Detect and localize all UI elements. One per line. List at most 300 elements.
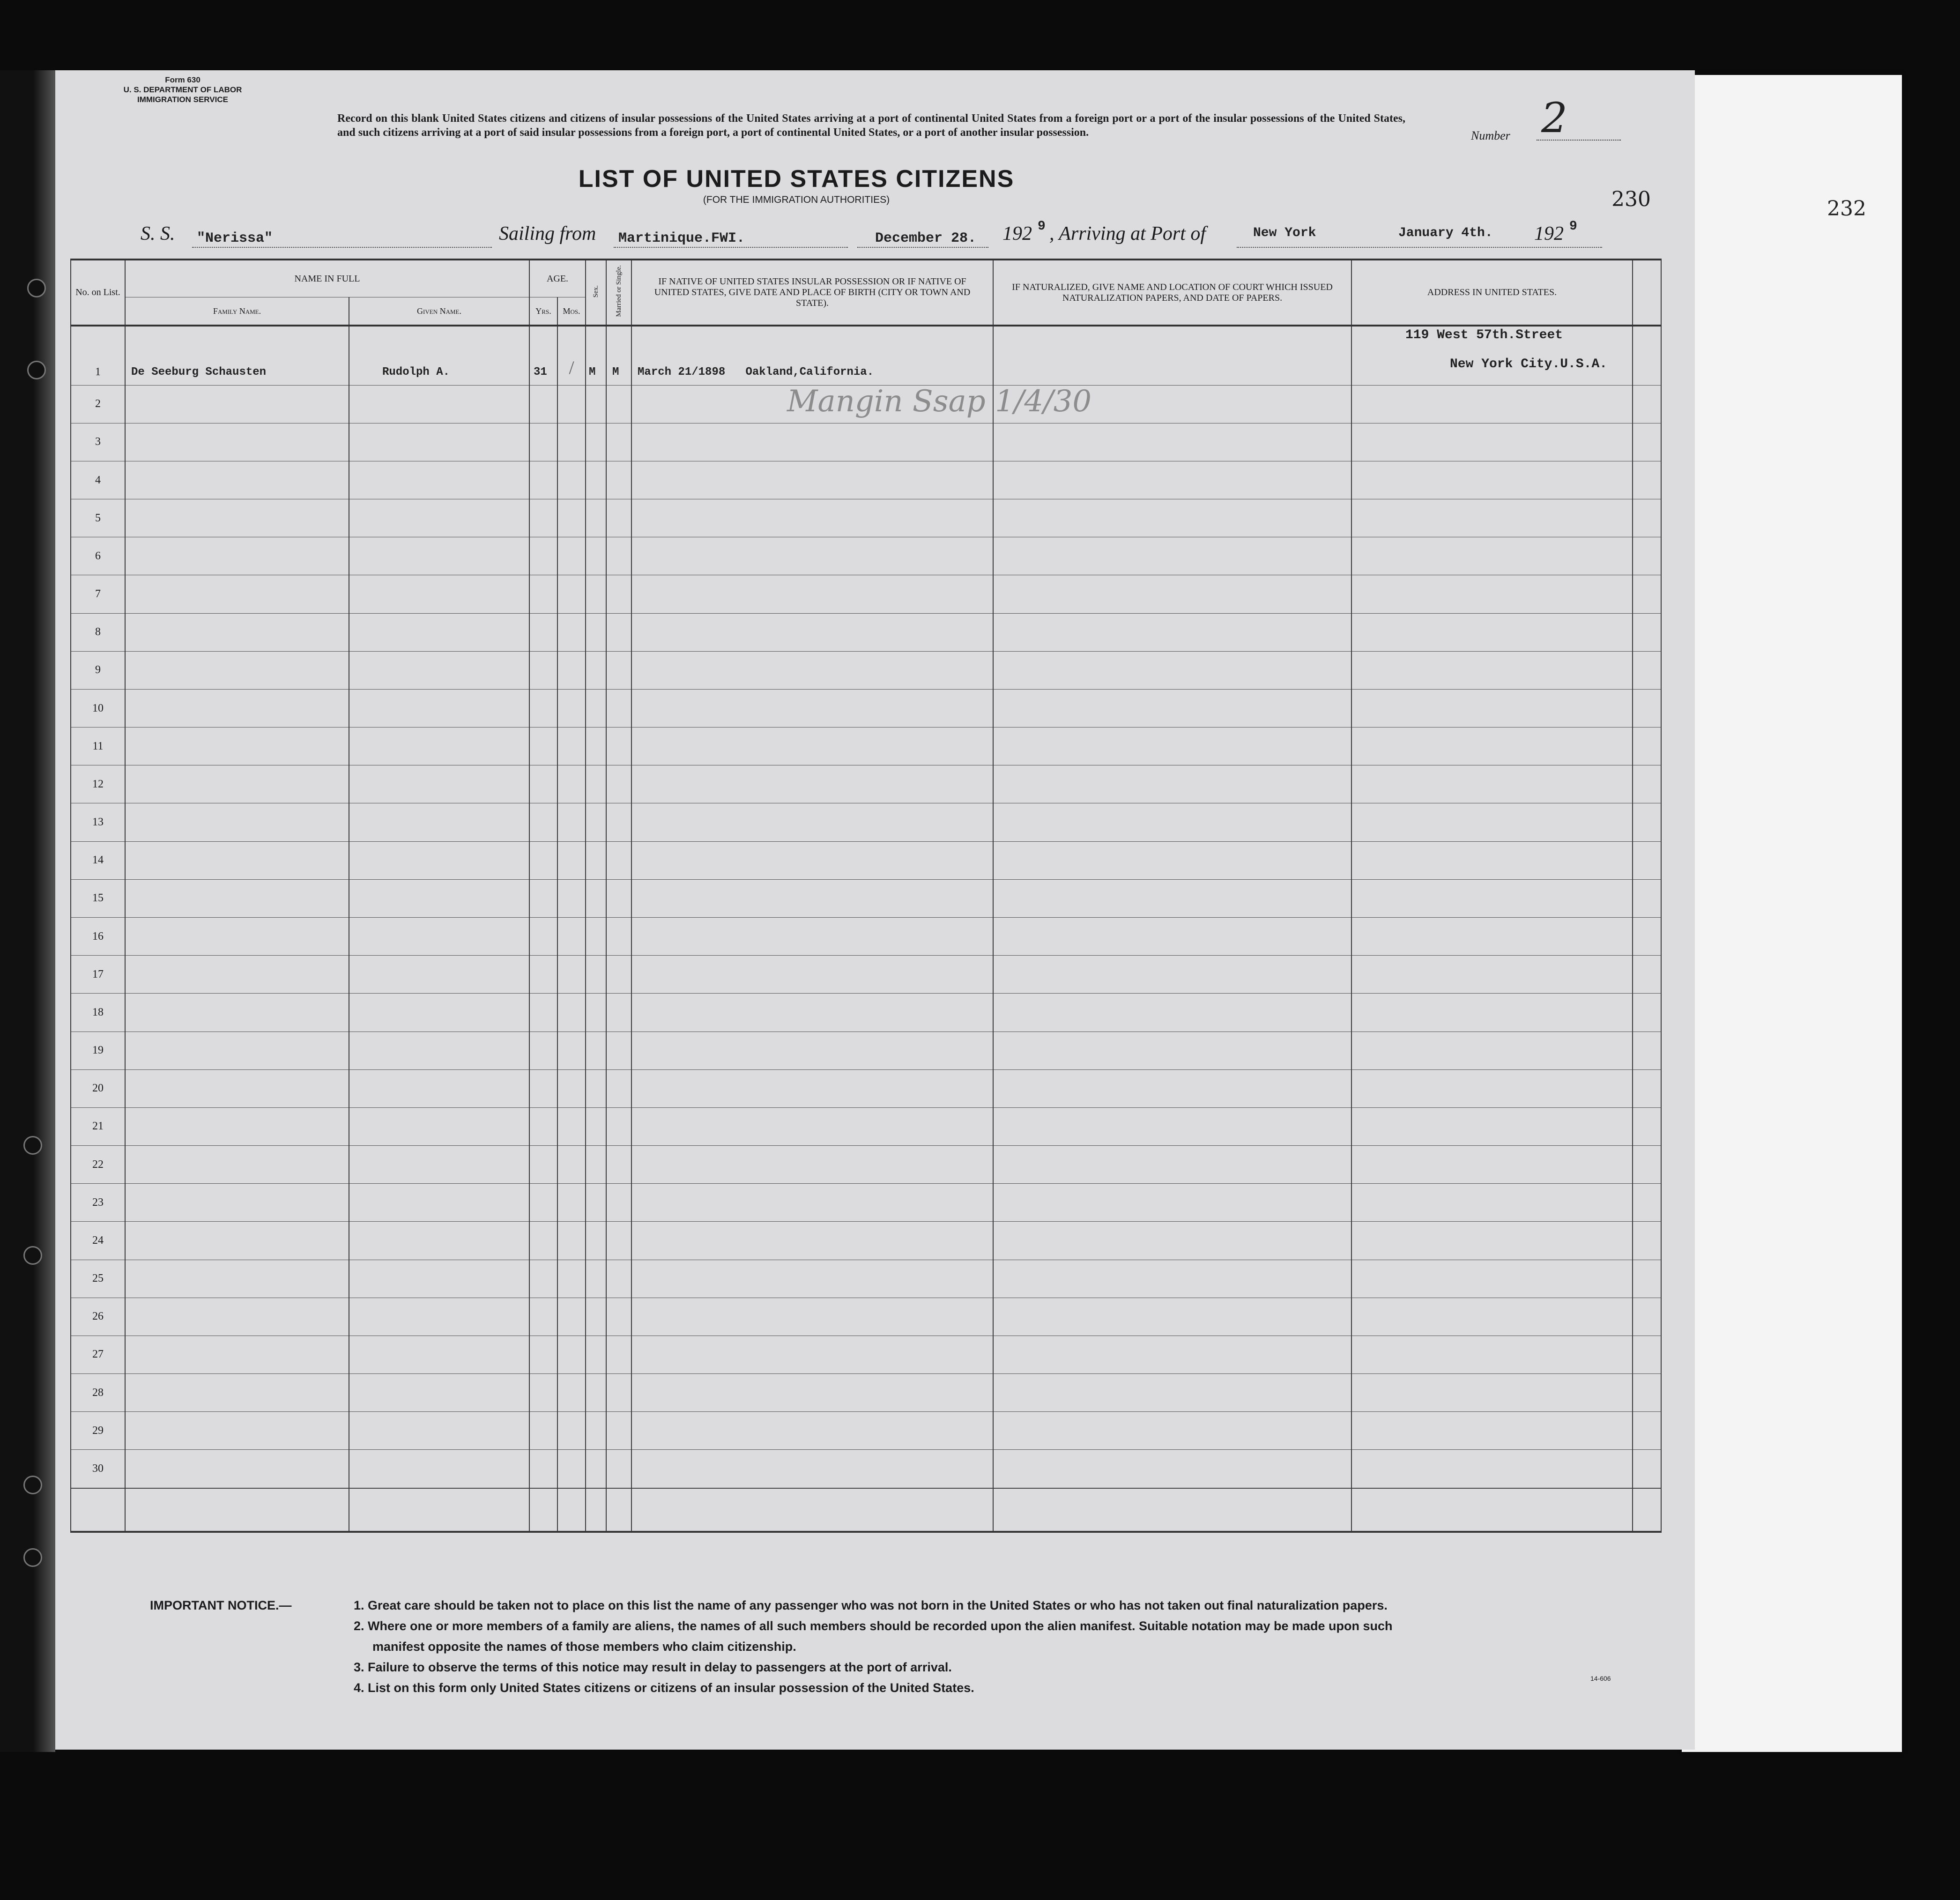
empty-cell bbox=[125, 994, 349, 1032]
empty-cell bbox=[1351, 423, 1633, 461]
number-label: Number bbox=[1471, 129, 1510, 142]
empty-cell bbox=[1633, 1412, 1661, 1450]
empty-cell bbox=[349, 879, 529, 917]
empty-cell bbox=[1633, 1222, 1661, 1260]
empty-cell bbox=[631, 499, 993, 537]
empty-cell bbox=[1633, 423, 1661, 461]
col-sex bbox=[586, 260, 606, 326]
empty-cell bbox=[606, 803, 631, 841]
empty-cell bbox=[557, 537, 586, 575]
empty-cell bbox=[631, 651, 993, 689]
empty-cell bbox=[529, 1146, 557, 1184]
row-number: 12 bbox=[71, 765, 125, 803]
empty-cell bbox=[1351, 1488, 1633, 1532]
empty-cell bbox=[529, 1336, 557, 1373]
empty-cell bbox=[529, 1488, 557, 1532]
empty-cell bbox=[349, 1222, 529, 1260]
empty-cell bbox=[1633, 879, 1661, 917]
table-row bbox=[71, 689, 1661, 727]
empty-cell bbox=[557, 1298, 586, 1336]
empty-cell bbox=[993, 803, 1351, 841]
empty-cell bbox=[586, 689, 606, 727]
empty-cell bbox=[125, 1412, 349, 1450]
empty-cell bbox=[557, 1107, 586, 1145]
empty-cell bbox=[606, 1032, 631, 1069]
empty-cell bbox=[993, 1298, 1351, 1336]
empty-cell bbox=[993, 651, 1351, 689]
empty-cell bbox=[993, 1222, 1351, 1260]
arrival-date: January 4th. bbox=[1398, 226, 1493, 240]
empty-cell bbox=[1633, 803, 1661, 841]
empty-cell bbox=[606, 689, 631, 727]
empty-cell bbox=[125, 879, 349, 917]
year-prefix-2: 192 bbox=[1534, 223, 1564, 245]
empty-cell bbox=[993, 1032, 1351, 1069]
date-line bbox=[857, 247, 988, 248]
col-birth: IF NATIVE OF UNITED STATES INSULAR POSSESSION OR IF NATIVE OF UNITED STATES, GIVE DATE AND PLACE OF BIRTH (CITY OR TOWN AND STATE). bbox=[631, 260, 993, 326]
empty-cell bbox=[993, 1184, 1351, 1222]
table-row bbox=[71, 575, 1661, 613]
empty-cell bbox=[1351, 613, 1633, 651]
table-row bbox=[71, 1450, 1661, 1488]
empty-cell bbox=[586, 765, 606, 803]
empty-cell bbox=[586, 499, 606, 537]
empty-cell bbox=[529, 461, 557, 499]
empty-cell bbox=[606, 1450, 631, 1488]
empty-cell bbox=[586, 1222, 606, 1260]
col-blank bbox=[1633, 260, 1661, 326]
table-row bbox=[71, 613, 1661, 651]
empty-cell bbox=[606, 575, 631, 613]
empty-cell bbox=[606, 1374, 631, 1412]
empty-cell bbox=[557, 1222, 586, 1260]
row-number: 15 bbox=[71, 879, 125, 917]
empty-cell bbox=[606, 613, 631, 651]
empty-cell bbox=[1351, 385, 1633, 423]
empty-cell bbox=[1351, 765, 1633, 803]
notice-item-2: 2. Where one or more members of a family are aliens, the names of all such members should be recorded upon the alien manifest. Suitable notation may be made upon such bbox=[354, 1619, 1393, 1633]
row-number: 13 bbox=[71, 803, 125, 841]
empty-cell bbox=[606, 385, 631, 423]
empty-cell bbox=[1633, 1107, 1661, 1145]
empty-cell bbox=[125, 1298, 349, 1336]
empty-cell bbox=[1633, 1298, 1661, 1336]
row-number: 28 bbox=[71, 1374, 125, 1412]
empty-cell bbox=[349, 1374, 529, 1412]
empty-cell bbox=[993, 1374, 1351, 1412]
empty-cell bbox=[529, 1412, 557, 1450]
row-number: 3 bbox=[71, 423, 125, 461]
empty-cell bbox=[125, 689, 349, 727]
empty-cell bbox=[1351, 499, 1633, 537]
from-line bbox=[614, 247, 848, 248]
empty-cell bbox=[349, 765, 529, 803]
punch-hole bbox=[27, 279, 46, 297]
empty-cell bbox=[1633, 1336, 1661, 1373]
empty-cell bbox=[529, 575, 557, 613]
empty-cell bbox=[586, 1450, 606, 1488]
empty-cell bbox=[586, 956, 606, 994]
empty-cell bbox=[631, 1032, 993, 1069]
row-number: 25 bbox=[71, 1260, 125, 1298]
empty-cell bbox=[631, 537, 993, 575]
empty-cell bbox=[606, 1298, 631, 1336]
birth-place: Oakland,California. bbox=[745, 365, 874, 379]
page-subtitle: (FOR THE IMMIGRATION AUTHORITIES) bbox=[703, 194, 890, 205]
family-name: De Seeburg Schausten bbox=[125, 326, 349, 385]
empty-cell bbox=[529, 956, 557, 994]
department-label: U. S. DEPARTMENT OF LABOR bbox=[123, 85, 242, 94]
empty-cell bbox=[349, 803, 529, 841]
empty-cell bbox=[529, 803, 557, 841]
empty-cell bbox=[529, 765, 557, 803]
empty-cell bbox=[993, 1336, 1351, 1373]
empty-cell bbox=[1351, 537, 1633, 575]
empty-cell bbox=[529, 917, 557, 955]
empty-cell bbox=[631, 1107, 993, 1145]
empty-cell bbox=[557, 803, 586, 841]
empty-cell bbox=[993, 1450, 1351, 1488]
arriving-label: , Arriving at Port of bbox=[1049, 223, 1206, 245]
empty-cell bbox=[529, 1069, 557, 1107]
table-row bbox=[71, 1069, 1661, 1107]
empty-cell bbox=[349, 1412, 529, 1450]
empty-cell bbox=[1633, 1450, 1661, 1488]
depart-date: December 28. bbox=[875, 230, 977, 246]
row-number: 17 bbox=[71, 956, 125, 994]
table-row bbox=[71, 1412, 1661, 1450]
row-number: 22 bbox=[71, 1146, 125, 1184]
empty-cell bbox=[349, 537, 529, 575]
empty-cell bbox=[631, 1450, 993, 1488]
empty-cell bbox=[631, 575, 993, 613]
empty-cell bbox=[631, 956, 993, 994]
sex-value: M bbox=[586, 326, 606, 385]
table-row bbox=[71, 461, 1661, 499]
empty-cell bbox=[1633, 727, 1661, 765]
empty-cell bbox=[557, 841, 586, 879]
empty-cell bbox=[586, 1184, 606, 1222]
empty-cell bbox=[125, 917, 349, 955]
empty-cell bbox=[1633, 499, 1661, 537]
table-row bbox=[71, 879, 1661, 917]
table-row bbox=[71, 917, 1661, 955]
empty-cell bbox=[586, 1107, 606, 1145]
empty-cell bbox=[631, 1260, 993, 1298]
empty-cell bbox=[606, 727, 631, 765]
row-number: 21 bbox=[71, 1107, 125, 1145]
empty-cell bbox=[1633, 1488, 1661, 1532]
empty-cell bbox=[125, 727, 349, 765]
page-title: LIST OF UNITED STATES CITIZENS bbox=[578, 165, 1015, 193]
blank-cell bbox=[1633, 326, 1661, 385]
empty-cell bbox=[631, 1488, 993, 1532]
row-number: 27 bbox=[71, 1336, 125, 1373]
empty-cell bbox=[993, 1488, 1351, 1532]
age-months-mark: / bbox=[557, 326, 586, 385]
empty-cell bbox=[125, 499, 349, 537]
empty-cell bbox=[1351, 689, 1633, 727]
row-number: 24 bbox=[71, 1222, 125, 1260]
empty-cell bbox=[993, 765, 1351, 803]
empty-cell bbox=[586, 1488, 606, 1532]
row-number: 2 bbox=[71, 385, 125, 423]
empty-cell bbox=[586, 575, 606, 613]
empty-cell bbox=[125, 1336, 349, 1373]
empty-cell bbox=[557, 1184, 586, 1222]
empty-cell bbox=[631, 917, 993, 955]
empty-cell bbox=[349, 1069, 529, 1107]
empty-cell bbox=[606, 1336, 631, 1373]
empty-cell bbox=[631, 423, 993, 461]
empty-cell bbox=[529, 423, 557, 461]
empty-cell bbox=[631, 613, 993, 651]
empty-cell bbox=[1351, 1374, 1633, 1412]
table-footer-row bbox=[71, 1488, 1661, 1532]
port-line bbox=[1237, 247, 1602, 248]
empty-cell bbox=[993, 917, 1351, 955]
empty-cell bbox=[349, 423, 529, 461]
empty-cell bbox=[349, 385, 529, 423]
empty-cell bbox=[606, 956, 631, 994]
empty-cell bbox=[529, 879, 557, 917]
empty-cell bbox=[529, 537, 557, 575]
table-row bbox=[71, 956, 1661, 994]
col-age: AGE. bbox=[529, 260, 586, 297]
row-number: 9 bbox=[71, 651, 125, 689]
empty-cell bbox=[1633, 1260, 1661, 1298]
empty-cell bbox=[557, 956, 586, 994]
empty-cell bbox=[993, 727, 1351, 765]
empty-cell bbox=[125, 1184, 349, 1222]
record-instructions: Record on this blank United States citizens and citizens of insular possessions of the United States arriving at a port of continental United States from a foreign port or a port of the insular possessions of the United States, and such citizens arriving at a port of said insular possessions from a foreign port, a port of continental United States, or a port of another insular possession. bbox=[337, 112, 1405, 139]
empty-cell bbox=[586, 423, 606, 461]
empty-cell bbox=[125, 613, 349, 651]
form-code: 14-606 bbox=[1590, 1675, 1611, 1682]
empty-cell bbox=[1633, 1374, 1661, 1412]
empty-cell bbox=[125, 841, 349, 879]
ship-line bbox=[192, 247, 492, 248]
row-number: 6 bbox=[71, 537, 125, 575]
empty-cell bbox=[125, 956, 349, 994]
empty-cell bbox=[529, 499, 557, 537]
empty-cell bbox=[993, 1146, 1351, 1184]
handwritten-note: Mangin Ssap 1/4/30 bbox=[787, 384, 1092, 419]
empty-cell bbox=[586, 841, 606, 879]
empty-cell bbox=[557, 1488, 586, 1532]
empty-cell bbox=[349, 917, 529, 955]
empty-cell bbox=[125, 1069, 349, 1107]
empty-cell bbox=[1351, 1336, 1633, 1373]
empty-cell bbox=[1351, 461, 1633, 499]
ss-label: S. S. bbox=[141, 223, 175, 245]
empty-cell bbox=[1351, 1146, 1633, 1184]
col-no: No. on List. bbox=[71, 260, 125, 326]
empty-cell bbox=[631, 1184, 993, 1222]
empty-cell bbox=[557, 461, 586, 499]
empty-cell bbox=[125, 1107, 349, 1145]
empty-cell bbox=[125, 1222, 349, 1260]
page-stamp: 230 bbox=[1611, 187, 1651, 211]
empty-cell bbox=[586, 1146, 606, 1184]
empty-cell bbox=[1633, 461, 1661, 499]
notice-item-3: 3. Failure to observe the terms of this notice may result in delay to passengers at the port of arrival. bbox=[354, 1660, 952, 1674]
empty-cell bbox=[606, 1412, 631, 1450]
empty-cell bbox=[349, 461, 529, 499]
empty-cell bbox=[631, 994, 993, 1032]
empty-cell bbox=[557, 689, 586, 727]
empty-cell bbox=[1351, 1069, 1633, 1107]
sailing-label: Sailing from bbox=[499, 223, 596, 245]
empty-cell bbox=[557, 879, 586, 917]
empty-cell bbox=[1351, 803, 1633, 841]
empty-cell bbox=[1633, 613, 1661, 651]
col-sex-label: Sex. bbox=[592, 285, 600, 297]
birth-date: March 21/1898 bbox=[638, 365, 726, 379]
empty-cell bbox=[606, 841, 631, 879]
empty-cell bbox=[557, 727, 586, 765]
year-digit-2: 9 bbox=[1569, 219, 1577, 234]
empty-cell bbox=[349, 1260, 529, 1298]
empty-cell bbox=[1633, 537, 1661, 575]
empty-cell bbox=[1351, 1260, 1633, 1298]
empty-cell bbox=[993, 994, 1351, 1032]
empty-cell bbox=[1633, 689, 1661, 727]
col-married bbox=[606, 260, 631, 326]
empty-cell bbox=[1351, 917, 1633, 955]
table-row bbox=[71, 1184, 1661, 1222]
notice-item-4: 4. List on this form only United States citizens or citizens of an insular possession of the United States. bbox=[354, 1681, 974, 1695]
row-number: 11 bbox=[71, 727, 125, 765]
row-number: 4 bbox=[71, 461, 125, 499]
table-row bbox=[71, 803, 1661, 841]
notice-item-1: 1. Great care should be taken not to place on this list the name of any passenger who was not born in the United States or who has not taken out final naturalization papers. bbox=[354, 1598, 1388, 1612]
empty-cell bbox=[557, 1450, 586, 1488]
empty-cell bbox=[529, 994, 557, 1032]
empty-cell bbox=[557, 1260, 586, 1298]
empty-cell bbox=[529, 1222, 557, 1260]
empty-cell bbox=[993, 537, 1351, 575]
row-number: 10 bbox=[71, 689, 125, 727]
empty-cell bbox=[631, 1336, 993, 1373]
notice-item-2-cont: manifest opposite the names of those members who claim citizenship. bbox=[372, 1640, 796, 1654]
empty-cell bbox=[606, 1069, 631, 1107]
empty-cell bbox=[606, 423, 631, 461]
empty-cell bbox=[631, 689, 993, 727]
table-row bbox=[71, 765, 1661, 803]
table-row bbox=[71, 1222, 1661, 1260]
empty-cell bbox=[529, 1184, 557, 1222]
ship-name: "Nerissa" bbox=[197, 230, 273, 246]
empty-cell bbox=[529, 727, 557, 765]
empty-cell bbox=[1633, 1069, 1661, 1107]
empty-cell bbox=[557, 651, 586, 689]
row-number: 1 bbox=[71, 326, 125, 385]
row-number: 14 bbox=[71, 841, 125, 879]
empty-cell bbox=[529, 1374, 557, 1412]
number-value: 2 bbox=[1541, 94, 1567, 142]
empty-cell bbox=[1633, 917, 1661, 955]
married-value: M bbox=[606, 326, 631, 385]
empty-cell bbox=[993, 613, 1351, 651]
empty-cell bbox=[1351, 1184, 1633, 1222]
empty-cell bbox=[529, 613, 557, 651]
col-name-in-full: NAME IN FULL bbox=[125, 260, 529, 297]
empty-cell bbox=[586, 917, 606, 955]
empty-cell bbox=[606, 765, 631, 803]
empty-cell bbox=[529, 1107, 557, 1145]
empty-cell bbox=[125, 1032, 349, 1069]
empty-cell bbox=[1633, 841, 1661, 879]
year-prefix-1: 192 bbox=[1002, 223, 1032, 245]
empty-cell bbox=[349, 613, 529, 651]
empty-cell bbox=[586, 537, 606, 575]
empty-cell bbox=[125, 803, 349, 841]
table-row bbox=[71, 537, 1661, 575]
year-digit-1: 9 bbox=[1038, 219, 1046, 234]
empty-cell bbox=[606, 1260, 631, 1298]
given-name: Rudolph A. bbox=[349, 326, 529, 385]
empty-cell bbox=[606, 537, 631, 575]
col-address: ADDRESS IN UNITED STATES. bbox=[1351, 260, 1633, 326]
empty-cell bbox=[1351, 727, 1633, 765]
empty-cell bbox=[993, 879, 1351, 917]
service-label: IMMIGRATION SERVICE bbox=[137, 95, 228, 104]
punch-hole bbox=[23, 1476, 42, 1494]
empty-cell bbox=[631, 1298, 993, 1336]
empty-cell bbox=[557, 1032, 586, 1069]
table-row bbox=[71, 841, 1661, 879]
empty-cell bbox=[125, 423, 349, 461]
naturalized-cell bbox=[993, 326, 1351, 385]
empty-cell bbox=[349, 1146, 529, 1184]
empty-cell bbox=[606, 651, 631, 689]
empty-cell bbox=[349, 1107, 529, 1145]
empty-cell bbox=[606, 917, 631, 955]
empty-cell bbox=[529, 1032, 557, 1069]
sailing-from: Martinique.FWI. bbox=[618, 230, 745, 246]
empty-cell bbox=[606, 499, 631, 537]
empty-cell bbox=[557, 613, 586, 651]
empty-cell bbox=[606, 1107, 631, 1145]
empty-cell bbox=[586, 994, 606, 1032]
empty-cell bbox=[993, 689, 1351, 727]
empty-cell bbox=[125, 651, 349, 689]
empty-cell bbox=[125, 537, 349, 575]
col-family-name: Family Name. bbox=[125, 297, 349, 326]
empty-cell bbox=[606, 1146, 631, 1184]
empty-cell bbox=[586, 1374, 606, 1412]
empty-cell bbox=[993, 956, 1351, 994]
empty-cell bbox=[557, 1336, 586, 1373]
empty-cell bbox=[606, 1222, 631, 1260]
row-number: 29 bbox=[71, 1412, 125, 1450]
empty-cell bbox=[349, 727, 529, 765]
empty-cell bbox=[557, 1069, 586, 1107]
empty-cell bbox=[1351, 1107, 1633, 1145]
row-number: 8 bbox=[71, 613, 125, 651]
empty-cell bbox=[631, 727, 993, 765]
empty-cell bbox=[557, 1412, 586, 1450]
row-number: 23 bbox=[71, 1184, 125, 1222]
empty-cell bbox=[557, 385, 586, 423]
empty-cell bbox=[1351, 879, 1633, 917]
empty-cell bbox=[349, 689, 529, 727]
empty-cell bbox=[349, 499, 529, 537]
row-number: 20 bbox=[71, 1069, 125, 1107]
empty-cell bbox=[1351, 575, 1633, 613]
empty-cell bbox=[993, 1260, 1351, 1298]
